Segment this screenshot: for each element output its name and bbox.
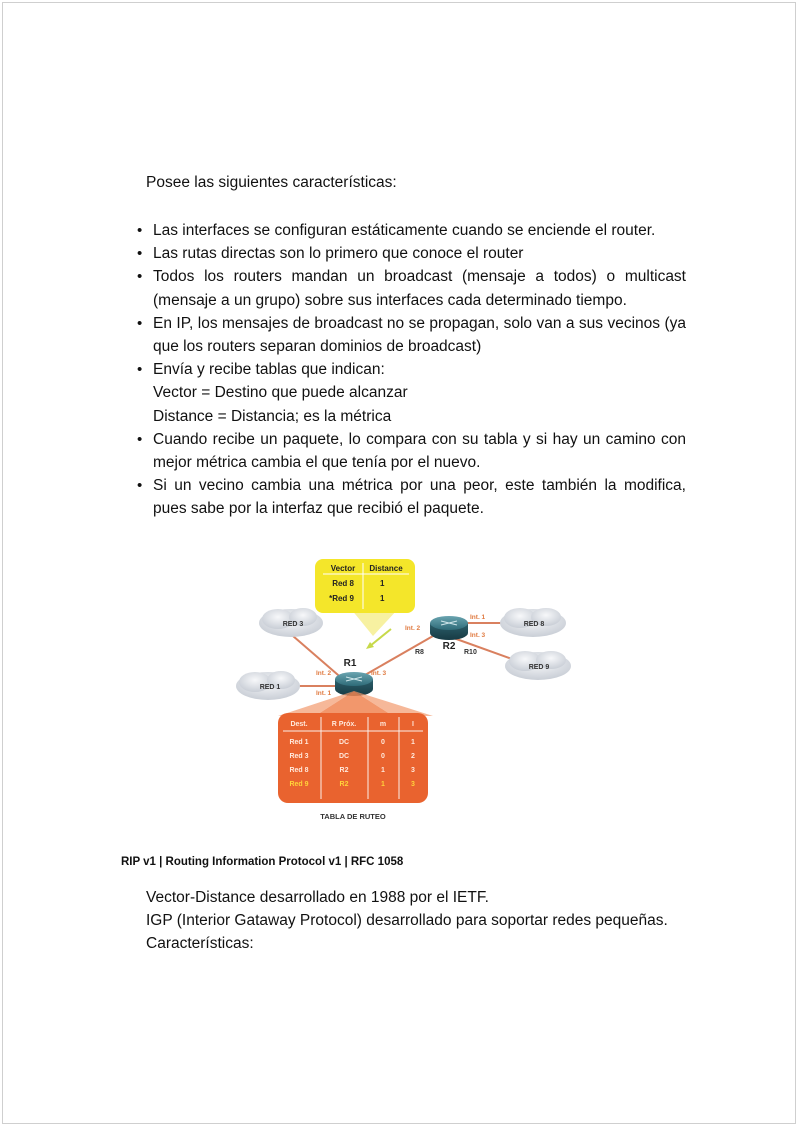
svg-text:RED 1: RED 1 xyxy=(259,684,281,691)
svg-text:R10: R10 xyxy=(464,649,477,656)
routing-table xyxy=(278,691,433,821)
svg-text:*Red 9: *Red 9 xyxy=(329,594,354,603)
distance-header: Distance xyxy=(369,564,403,573)
svg-text:Int. 2: Int. 2 xyxy=(405,625,421,632)
svg-text:Int. 3: Int. 3 xyxy=(470,632,486,639)
svg-text:0: 0 xyxy=(381,739,385,746)
svg-text:Int. 2: Int. 2 xyxy=(316,670,332,677)
svg-text:Int. 1: Int. 1 xyxy=(316,690,332,697)
svg-text:I: I xyxy=(412,721,414,728)
svg-text:Red 8: Red 8 xyxy=(289,767,309,774)
list-item: • Cuando recibe un paquete, lo compara con su tabla y si hay un camino con mejor métrica cambia el que tenía por el nuevo. xyxy=(134,428,686,474)
svg-text:RED 3: RED 3 xyxy=(282,621,304,628)
cloud-red9 xyxy=(505,651,571,680)
svg-text:Dest.: Dest. xyxy=(290,721,308,728)
cloud-red1 xyxy=(236,671,300,700)
svg-text:Red 9: Red 9 xyxy=(289,781,309,788)
cloud-red8 xyxy=(500,608,566,637)
svg-text:1: 1 xyxy=(411,739,415,746)
list-item: • Las rutas directas son lo primero que conoce el router xyxy=(134,242,686,265)
list-item: • Si un vecino cambia una métrica por una peor, este también la modifica, pues sabe por la interfaz que recibió el paquete. xyxy=(134,474,686,520)
svg-text:DC: DC xyxy=(338,753,350,760)
svg-text:1: 1 xyxy=(381,781,385,788)
intro-text: Posee las siguientes características: xyxy=(146,174,397,191)
router-r2-label: R2 xyxy=(442,641,456,652)
network-diagram xyxy=(233,551,578,826)
svg-text:RED 9: RED 9 xyxy=(528,664,550,671)
svg-text:R8: R8 xyxy=(415,649,424,656)
svg-text:R2: R2 xyxy=(339,767,349,774)
svg-text:DC: DC xyxy=(338,739,350,746)
list-item: • Las interfaces se configuran estáticamente cuando se enciende el router. xyxy=(134,219,686,242)
svg-text:Int. 1: Int. 1 xyxy=(470,614,486,621)
svg-text:Red 3: Red 3 xyxy=(289,753,309,760)
router-r2-icon xyxy=(430,616,468,640)
list-item: • En IP, los mensajes de broadcast no se propagan, solo van a sus vecinos (ya que los routers separan dominios de broadcast) xyxy=(134,312,686,358)
list-item: • Envía y recibe tablas que indican: Vector = Destino que puede alcanzar Distance = Distancia; es la métrica xyxy=(134,358,686,428)
svg-text:3: 3 xyxy=(411,767,415,774)
svg-text:Int. 3: Int. 3 xyxy=(371,670,387,677)
section-paragraph: Vector-Distance desarrollado en 1988 por el IETF. IGP (Interior Gataway Protocol) desarrollado para soportar redes pequeñas. Características: xyxy=(146,889,668,952)
section-heading: RIP v1 | Routing Information Protocol v1 | RFC 1058 xyxy=(121,856,404,868)
cloud-red3 xyxy=(259,608,323,637)
svg-text:1: 1 xyxy=(380,594,385,603)
svg-text:1: 1 xyxy=(381,767,385,774)
routing-table-caption: TABLA DE RUTEO xyxy=(320,812,386,821)
router-r1-label: R1 xyxy=(343,658,357,669)
vector-header: Vector xyxy=(330,564,356,573)
document-page xyxy=(2,2,796,1124)
list-item: • Todos los routers mandan un broadcast (mensaje a todos) o multicast (mensaje a un grupo) sobre sus interfaces cada determinado tiempo. xyxy=(134,265,686,311)
characteristics-list xyxy=(134,219,686,521)
vector-table-callout xyxy=(315,559,415,636)
svg-text:1: 1 xyxy=(380,579,385,588)
svg-text:RED 8: RED 8 xyxy=(523,621,545,628)
svg-text:Red 8: Red 8 xyxy=(332,579,354,588)
svg-text:2: 2 xyxy=(411,753,415,760)
svg-text:R Próx.: R Próx. xyxy=(331,721,357,728)
svg-text:Red 1: Red 1 xyxy=(289,739,309,746)
svg-text:m: m xyxy=(379,721,387,728)
svg-text:3: 3 xyxy=(411,781,415,788)
svg-text:R2: R2 xyxy=(339,781,349,788)
svg-text:0: 0 xyxy=(381,753,385,760)
